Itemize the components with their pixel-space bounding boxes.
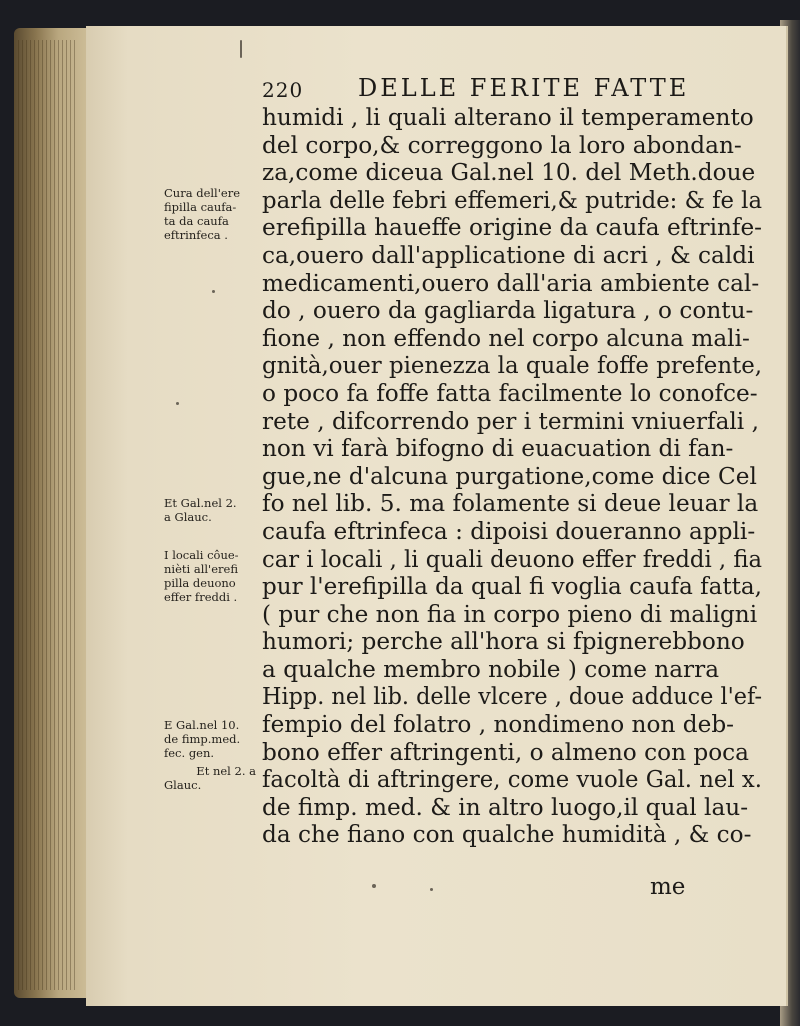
margin-note-line: nièti all'erefi — [164, 562, 238, 576]
text-line: fo nel lib. 5. ma folamente si deue leuar la — [262, 490, 759, 518]
text-line: gue,ne d'alcuna purgatione,come dice Cel — [262, 462, 757, 490]
margin-note-line: fipilla caufa- — [164, 200, 237, 214]
margin-note-line: E Gal.nel 10. — [164, 718, 240, 732]
margin-note-line: Et nel 2. a — [196, 764, 256, 778]
text-line: facoltà di aftringere, come vuole Gal. nel x. — [262, 766, 762, 794]
paper-speck — [430, 888, 433, 891]
text-line: humidi , li quali alterano il temperamento — [262, 104, 754, 131]
text-line: Hipp. nel lib. delle vlcere , doue adduce l'ef- — [262, 683, 763, 711]
margin-note-line: Cura dell'ere — [164, 186, 241, 200]
paper-speck — [212, 290, 215, 293]
paper-speck — [372, 884, 376, 888]
margin-note-line: a Glauc. — [164, 510, 212, 524]
text-line: parla delle febri effemeri,& putride: & fe la — [262, 186, 763, 214]
margin-note-line: de fimp.med. — [164, 732, 241, 746]
margin-note-gal-glauc — [164, 496, 264, 524]
text-line: fempio del folatro , nondimeno non deb- — [262, 711, 734, 739]
text-line: ( pur che non fia in corpo pieno di maligni — [262, 600, 758, 628]
text-line: fione , non effendo nel corpo alcuna mali- — [262, 324, 750, 352]
text-line: o poco fa foffe fatta facilmente lo conofce- — [262, 379, 758, 407]
text-line: rete , difcorrendo per i termini vniuerfali , — [262, 407, 759, 435]
text-line: de fimp. med. & in altro luogo,il qual lau- — [262, 793, 749, 821]
text-line: caufa eftrinfeca : dipoisi doueranno appli- — [262, 517, 756, 545]
margin-note-line: effer freddi . — [164, 590, 238, 604]
text-line: gnità,ouer pienezza la quale foffe prefente, — [262, 352, 763, 380]
paper-speck — [176, 402, 179, 405]
margin-note-gal-simp — [164, 718, 264, 760]
text-line: ca,ouero dall'applicatione di acri , & caldi — [262, 241, 755, 269]
margin-note-line: Glauc. — [164, 778, 202, 792]
text-line: a qualche membro nobile ) come narra — [262, 655, 720, 683]
text-line: non vi farà bifogno di euacuation di fan- — [262, 435, 734, 463]
text-line: medicamenti,ouero dall'aria ambiente cal- — [262, 269, 760, 297]
margin-note-line: I locali côue- — [164, 548, 239, 562]
margin-note-line: fec. gen. — [164, 746, 215, 760]
catchword: me — [650, 874, 686, 900]
text-line: do , ouero da gagliarda ligatura , o contu- — [262, 297, 754, 325]
margin-note-line: ta da caufa — [164, 214, 229, 228]
body-text — [262, 104, 762, 849]
text-line: humori; perche all'hora si fpignerebbono — [262, 628, 745, 656]
margin-note-line: pilla deuono — [164, 576, 236, 590]
margin-note-line: Et Gal.nel 2. — [164, 496, 237, 510]
margin-note-et-nel — [164, 764, 256, 792]
text-line: del corpo,& correggono la loro abondan- — [262, 131, 742, 159]
text-line: za,come diceua Gal.nel 10. del Meth.doue — [262, 159, 756, 187]
text-line: car i locali , li quali deuono effer freddi , fia — [262, 545, 762, 573]
margin-note-locali — [164, 548, 264, 604]
text-line: erefipilla haueffe origine da caufa eftrinfe- — [262, 214, 763, 242]
running-title: DELLE FERITE FATTE — [358, 74, 690, 102]
page-stack-edges — [18, 40, 78, 990]
text-line: pur l'erefipilla da qual fi voglia caufa fatta, — [262, 573, 762, 601]
text-line: bono effer aftringenti, o almeno con poca — [262, 738, 749, 766]
text-line: da che fiano con qualche humidità , & co- — [262, 821, 752, 849]
margin-note-cura — [164, 186, 264, 242]
margin-note-line: eftrinfeca . — [164, 228, 228, 242]
page-number: 220 — [262, 78, 304, 102]
paper-mark — [240, 40, 242, 58]
